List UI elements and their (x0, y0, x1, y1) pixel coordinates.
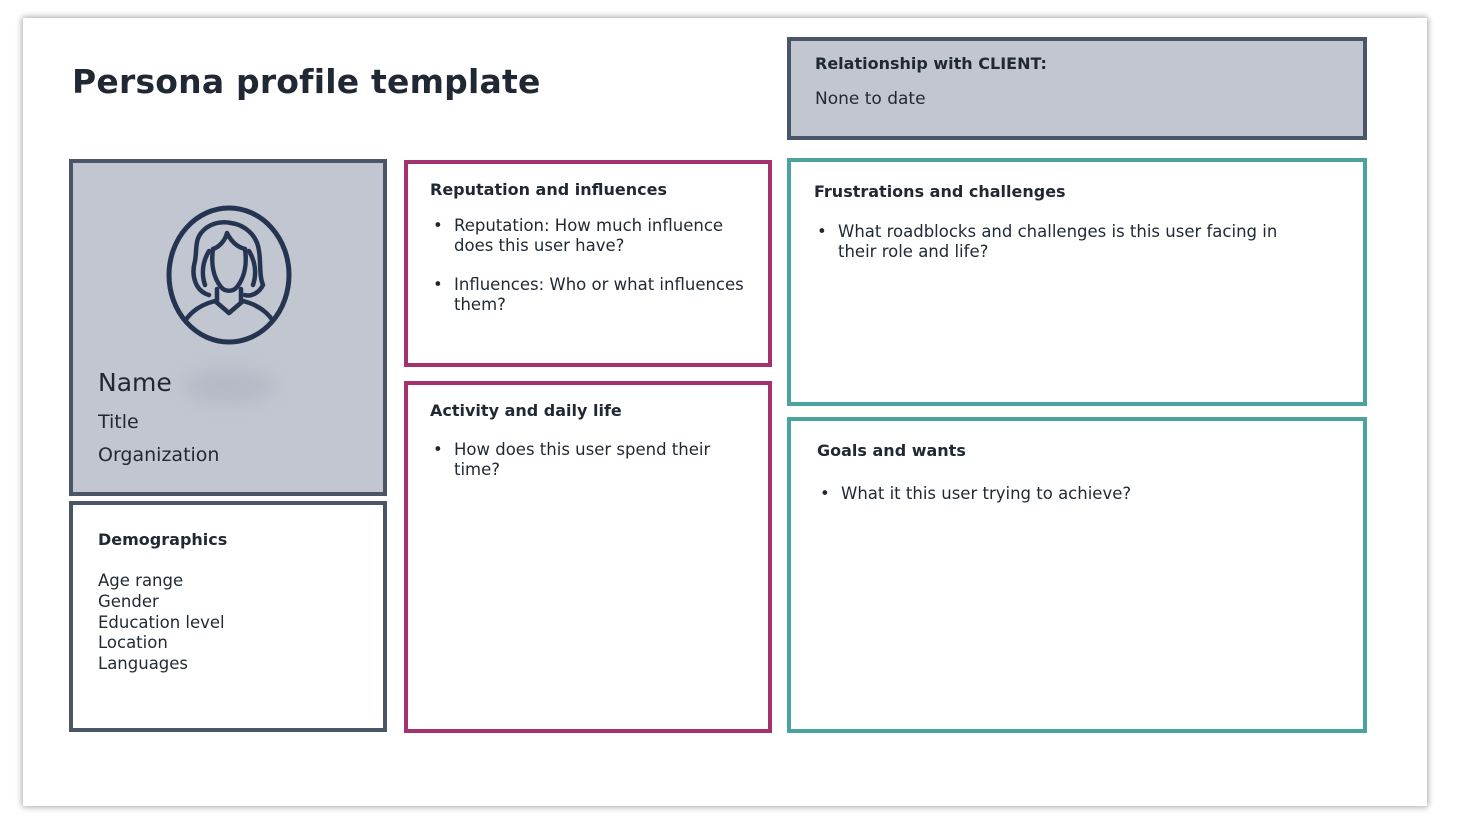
bullet-icon: • (433, 216, 443, 235)
bullet-text: Influences: Who or what influences them? (454, 275, 744, 314)
goals-heading: Goals and wants (817, 441, 966, 460)
frustrations-list (814, 222, 1314, 262)
reputation-box (404, 160, 772, 367)
goals-box (787, 417, 1367, 733)
bullet-icon: • (433, 275, 443, 294)
persona-title: Title (98, 411, 139, 433)
person-avatar-icon (165, 205, 293, 345)
relationship-box (787, 37, 1367, 140)
goals-list (817, 484, 1317, 504)
slide (23, 18, 1427, 806)
bullet-text: What it this user trying to achieve? (841, 484, 1132, 503)
list-item: Age range (98, 571, 184, 590)
persona-name: Name (98, 368, 172, 397)
relationship-heading: Relationship with CLIENT: (815, 54, 1047, 73)
demographics-heading: Demographics (98, 530, 228, 549)
bullet-text: Reputation: How much influence does this user have? (454, 216, 724, 255)
list-item (817, 484, 1317, 504)
list-item (814, 222, 1314, 262)
demographics-list (98, 571, 225, 675)
activity-box (404, 381, 772, 733)
bullet-icon: • (817, 222, 827, 241)
activity-heading: Activity and daily life (430, 401, 622, 420)
page-title: Persona profile template (72, 62, 541, 101)
reputation-list (430, 216, 760, 315)
list-item: Education level (98, 612, 225, 632)
relationship-value: None to date (815, 89, 926, 109)
frustrations-box (787, 158, 1367, 406)
list-item (430, 216, 760, 256)
bullet-icon: • (820, 484, 830, 503)
bullet-text: How does this user spend their time? (454, 440, 711, 479)
bullet-text: What roadblocks and challenges is this user facing in their role and life? (838, 222, 1278, 261)
bullet-icon: • (433, 440, 443, 459)
list-item: Location (98, 633, 168, 653)
frustrations-heading: Frustrations and challenges (814, 182, 1066, 201)
name-redaction (183, 369, 275, 403)
list-item: Gender (98, 591, 159, 611)
persona-organization: Organization (98, 444, 220, 466)
demographics-box (69, 501, 387, 732)
list-item (430, 440, 760, 480)
persona-card (69, 159, 387, 496)
reputation-heading: Reputation and influences (430, 180, 667, 199)
activity-list (430, 440, 760, 480)
list-item (430, 275, 760, 315)
list-item: Languages (98, 654, 189, 674)
